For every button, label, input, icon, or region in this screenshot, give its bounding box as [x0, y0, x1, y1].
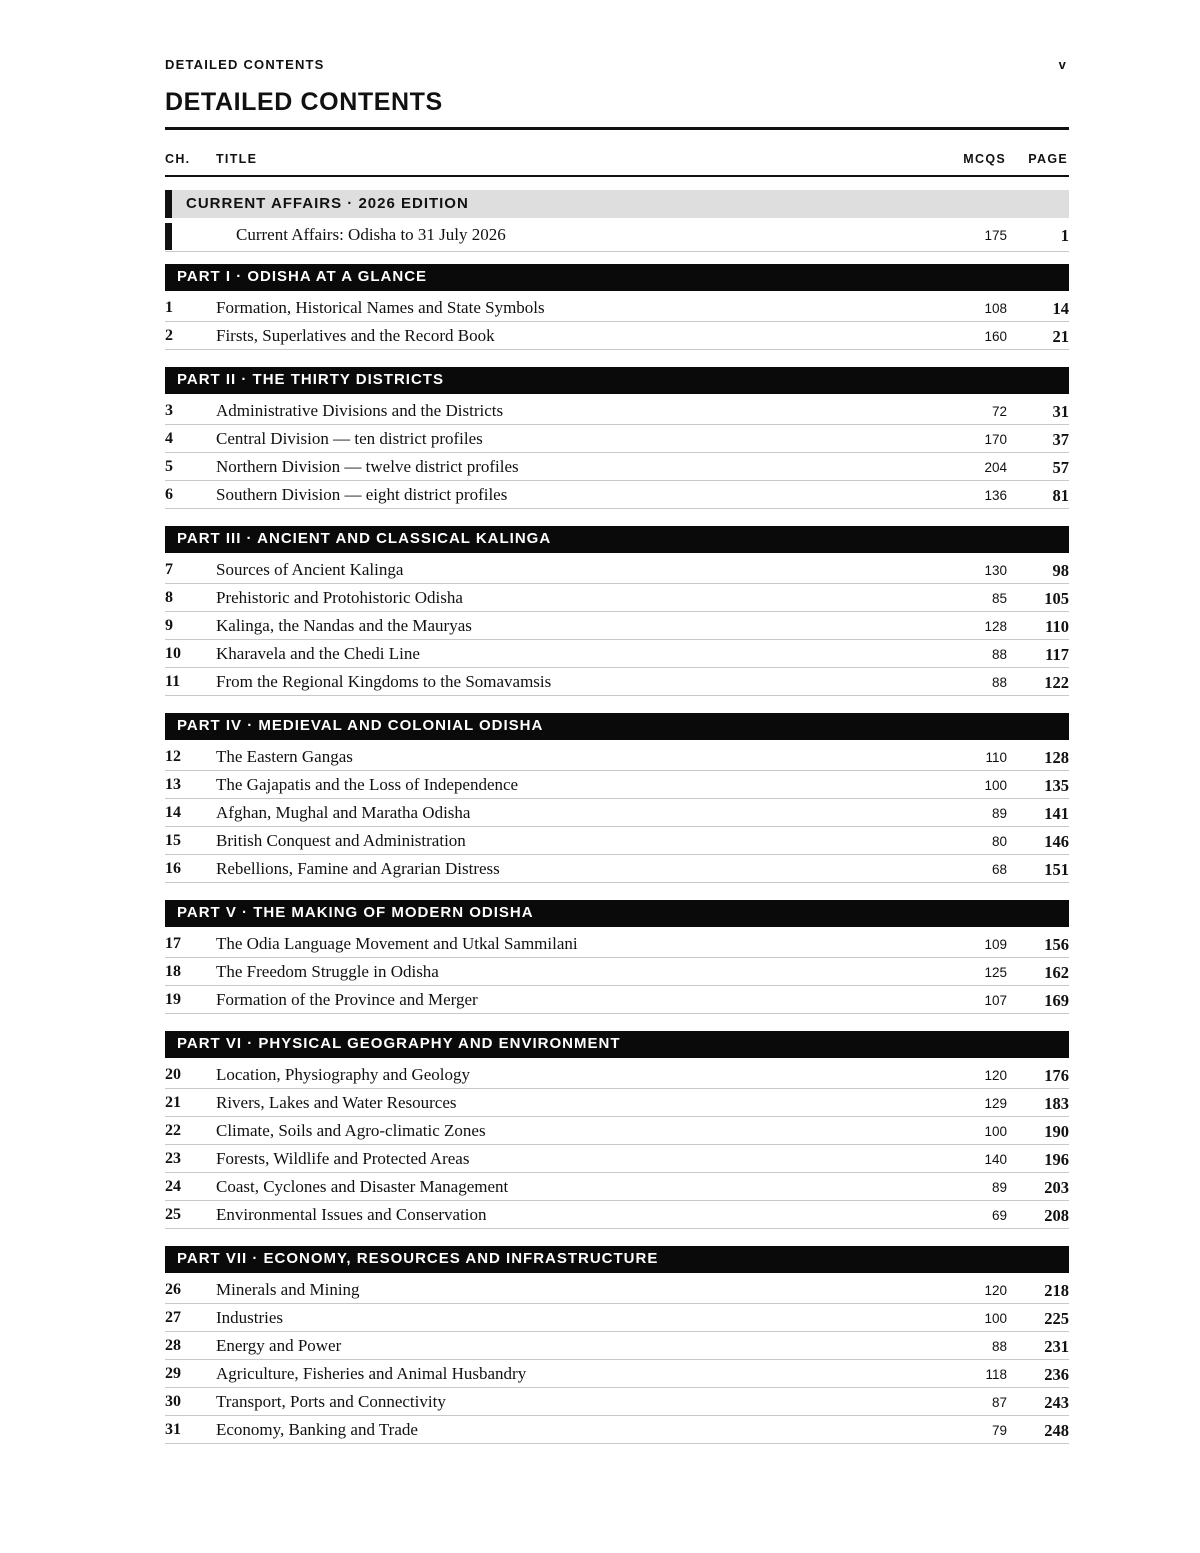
- chapter-page: 128: [1044, 748, 1069, 767]
- chapter-list: [165, 740, 1069, 883]
- chapter-page: 248: [1044, 1421, 1069, 1440]
- chapter-page: 141: [1044, 804, 1069, 823]
- chapter-number: 25: [165, 1206, 181, 1223]
- chapter-row[interactable]: [165, 481, 1069, 509]
- part-header: [165, 526, 1069, 553]
- chapter-row[interactable]: [165, 1360, 1069, 1388]
- chapter-mcqs: 128: [984, 619, 1007, 634]
- chapter-page: 146: [1044, 832, 1069, 851]
- part-section: [165, 526, 1069, 696]
- chapter-page: 231: [1044, 1337, 1069, 1356]
- chapter-page: 162: [1044, 963, 1069, 982]
- chapter-row[interactable]: [165, 322, 1069, 350]
- chapter-title: Environmental Issues and Conservation: [216, 1205, 487, 1224]
- chapter-row[interactable]: [165, 294, 1069, 322]
- chapter-mcqs: 129: [984, 1096, 1007, 1111]
- chapter-title: Rebellions, Famine and Agrarian Distress: [216, 859, 500, 878]
- chapter-page: 236: [1044, 1365, 1069, 1384]
- chapter-list: [165, 553, 1069, 696]
- chapter-page: 203: [1044, 1178, 1069, 1197]
- chapter-row[interactable]: [165, 1173, 1069, 1201]
- part-label: PART II · THE THIRTY DISTRICTS: [177, 371, 444, 388]
- chapter-mcqs: 68: [991, 862, 1007, 877]
- chapter-mcqs: 80: [991, 834, 1007, 849]
- chapter-mcqs: 100: [984, 1124, 1007, 1139]
- chapter-mcqs: 89: [991, 1180, 1007, 1195]
- chapter-title: Location, Physiography and Geology: [216, 1065, 471, 1084]
- entry-mcqs: 175: [984, 228, 1007, 243]
- chapter-title: British Conquest and Administration: [216, 831, 466, 850]
- current-affairs-entry[interactable]: [165, 221, 1069, 252]
- chapter-mcqs: 89: [991, 806, 1007, 821]
- entry-page: 1: [1060, 226, 1069, 245]
- chapter-number: 13: [165, 776, 181, 793]
- chapter-title: Coast, Cyclones and Disaster Management: [216, 1177, 509, 1196]
- chapter-list: [165, 927, 1069, 1014]
- column-header: [165, 152, 1069, 174]
- part-label: PART III · ANCIENT AND CLASSICAL KALINGA: [177, 530, 552, 547]
- chapter-title: Energy and Power: [216, 1336, 342, 1355]
- chapter-number: 17: [165, 935, 181, 952]
- page-title: DETAILED CONTENTS: [165, 88, 443, 116]
- chapter-mcqs: 125: [984, 965, 1007, 980]
- chapter-row[interactable]: [165, 1145, 1069, 1173]
- chapter-number: 4: [165, 430, 173, 447]
- chapter-mcqs: 100: [984, 778, 1007, 793]
- chapter-page: 37: [1052, 430, 1069, 449]
- chapter-title: Kharavela and the Chedi Line: [216, 644, 420, 663]
- chapter-title: The Gajapatis and the Loss of Independence: [216, 775, 519, 794]
- chapter-row[interactable]: [165, 640, 1069, 668]
- chapter-number: 3: [165, 402, 173, 419]
- chapter-row[interactable]: [165, 799, 1069, 827]
- part-section: [165, 367, 1069, 509]
- part-label: PART VII · ECONOMY, RESOURCES AND INFRASTRUCTURE: [177, 1250, 659, 1267]
- chapter-title: Formation of the Province and Merger: [216, 990, 478, 1009]
- chapter-row[interactable]: [165, 453, 1069, 481]
- chapter-number: 10: [165, 645, 181, 662]
- chapter-row[interactable]: [165, 1416, 1069, 1444]
- chapter-mcqs: 120: [984, 1068, 1007, 1083]
- entry-title: Current Affairs: Odisha to 31 July 2026: [236, 225, 506, 244]
- chapter-number: 6: [165, 486, 173, 503]
- chapter-mcqs: 79: [991, 1423, 1007, 1438]
- part-section: [165, 264, 1069, 350]
- part-label: PART VI · PHYSICAL GEOGRAPHY AND ENVIRONMENT: [177, 1035, 621, 1052]
- chapter-number: 28: [165, 1337, 181, 1354]
- chapter-number: 1: [165, 299, 173, 316]
- chapter-number: 15: [165, 832, 181, 849]
- current-affairs-label: CURRENT AFFAIRS · 2026 EDITION: [186, 195, 469, 212]
- part-label: PART IV · MEDIEVAL AND COLONIAL ODISHA: [177, 717, 544, 734]
- chapter-row[interactable]: [165, 986, 1069, 1014]
- chapter-number: 20: [165, 1066, 181, 1083]
- title-rule: [165, 127, 1069, 130]
- part-header: [165, 1246, 1069, 1273]
- chapter-number: 9: [165, 617, 173, 634]
- chapter-row[interactable]: [165, 958, 1069, 986]
- chapter-mcqs: 140: [984, 1152, 1007, 1167]
- chapter-mcqs: 120: [984, 1283, 1007, 1298]
- column-header-title: TITLE: [216, 152, 258, 166]
- part-label: PART I · ODISHA AT A GLANCE: [177, 268, 428, 285]
- column-header-ch: CH.: [165, 152, 191, 166]
- chapter-page: 122: [1044, 673, 1069, 692]
- chapter-mcqs: 100: [984, 1311, 1007, 1326]
- chapter-title: Central Division — ten district profiles: [216, 429, 483, 448]
- chapter-number: 14: [165, 804, 181, 821]
- chapter-row[interactable]: [165, 1201, 1069, 1229]
- column-header-mcqs: MCQS: [963, 152, 1006, 166]
- chapter-number: 26: [165, 1281, 181, 1298]
- chapter-page: 218: [1044, 1281, 1069, 1300]
- chapter-mcqs: 130: [984, 563, 1007, 578]
- chapter-list: [165, 394, 1069, 509]
- column-rule: [165, 175, 1069, 177]
- chapter-page: 208: [1044, 1206, 1069, 1225]
- chapter-page: 110: [1045, 617, 1069, 636]
- chapter-title: Transport, Ports and Connectivity: [216, 1392, 446, 1411]
- part-header: [165, 264, 1069, 291]
- chapter-title: Prehistoric and Protohistoric Odisha: [216, 588, 463, 607]
- chapter-title: Forests, Wildlife and Protected Areas: [216, 1149, 470, 1168]
- chapter-title: Formation, Historical Names and State Symbols: [216, 298, 545, 317]
- chapter-mcqs: 88: [991, 647, 1007, 662]
- chapter-mcqs: 160: [984, 329, 1007, 344]
- chapter-title: From the Regional Kingdoms to the Somavamsis: [216, 672, 552, 691]
- chapter-row[interactable]: [165, 556, 1069, 584]
- part-section: [165, 1031, 1069, 1229]
- chapter-row[interactable]: [165, 612, 1069, 640]
- chapter-mcqs: 110: [985, 750, 1007, 765]
- part-section: [165, 900, 1069, 1014]
- chapter-page: 117: [1045, 645, 1069, 664]
- page-number: v: [1058, 57, 1067, 72]
- chapter-row[interactable]: [165, 397, 1069, 425]
- chapter-mcqs: 88: [991, 1339, 1007, 1354]
- part-section: [165, 1246, 1069, 1444]
- chapter-title: Agriculture, Fisheries and Animal Husbandry: [216, 1364, 527, 1383]
- chapter-number: 23: [165, 1150, 181, 1167]
- chapter-page: 57: [1052, 458, 1069, 477]
- chapter-number: 16: [165, 860, 181, 877]
- chapter-mcqs: 107: [984, 993, 1007, 1008]
- chapter-page: 243: [1044, 1393, 1069, 1412]
- chapter-number: 21: [165, 1094, 181, 1111]
- part-header: [165, 1031, 1069, 1058]
- chapter-mcqs: 170: [984, 432, 1007, 447]
- chapter-number: 11: [165, 673, 181, 690]
- running-head: [165, 57, 1069, 75]
- part-header: [165, 367, 1069, 394]
- chapter-title: Rivers, Lakes and Water Resources: [216, 1093, 457, 1112]
- chapter-row[interactable]: [165, 1332, 1069, 1360]
- chapter-number: 2: [165, 327, 173, 344]
- chapter-page: 135: [1044, 776, 1069, 795]
- running-head-title: DETAILED CONTENTS: [165, 57, 325, 72]
- chapter-page: 196: [1044, 1150, 1069, 1169]
- chapter-number: 24: [165, 1178, 181, 1195]
- chapter-title: The Freedom Struggle in Odisha: [216, 962, 439, 981]
- chapter-row[interactable]: [165, 855, 1069, 883]
- chapter-page: 176: [1044, 1066, 1069, 1085]
- chapter-mcqs: 136: [984, 488, 1007, 503]
- chapter-number: 22: [165, 1122, 181, 1139]
- chapter-mcqs: 204: [984, 460, 1007, 475]
- chapter-number: 12: [165, 748, 181, 765]
- chapter-page: 81: [1052, 486, 1069, 505]
- part-header: [165, 900, 1069, 927]
- chapter-list: [165, 1058, 1069, 1229]
- chapter-title: Minerals and Mining: [216, 1280, 360, 1299]
- chapter-mcqs: 108: [984, 301, 1007, 316]
- chapter-mcqs: 72: [991, 404, 1007, 419]
- chapter-mcqs: 88: [991, 675, 1007, 690]
- chapter-page: 105: [1044, 589, 1069, 608]
- chapter-title: Sources of Ancient Kalinga: [216, 560, 404, 579]
- chapter-page: 183: [1044, 1094, 1069, 1113]
- chapter-row[interactable]: [165, 425, 1069, 453]
- chapter-title: Afghan, Mughal and Maratha Odisha: [216, 803, 471, 822]
- chapter-row[interactable]: [165, 1304, 1069, 1332]
- chapter-number: 7: [165, 561, 173, 578]
- chapter-number: 31: [165, 1421, 181, 1438]
- chapter-mcqs: 87: [991, 1395, 1007, 1410]
- chapter-title: The Eastern Gangas: [216, 747, 353, 766]
- chapter-mcqs: 69: [991, 1208, 1007, 1223]
- chapter-number: 30: [165, 1393, 181, 1410]
- chapter-page: 156: [1044, 935, 1069, 954]
- chapter-title: Industries: [216, 1308, 284, 1327]
- chapter-number: 19: [165, 991, 181, 1008]
- chapter-title: Economy, Banking and Trade: [216, 1420, 418, 1439]
- chapter-number: 27: [165, 1309, 181, 1326]
- chapter-list: [165, 1273, 1069, 1444]
- chapter-page: 31: [1052, 402, 1069, 421]
- chapter-title: Southern Division — eight district profiles: [216, 485, 508, 504]
- part-header: [165, 713, 1069, 740]
- chapter-title: Climate, Soils and Agro-climatic Zones: [216, 1121, 486, 1140]
- part-section: [165, 713, 1069, 883]
- chapter-number: 8: [165, 589, 173, 606]
- chapter-page: 190: [1044, 1122, 1069, 1141]
- chapter-title: The Odia Language Movement and Utkal Sammilani: [216, 934, 578, 953]
- chapter-title: Kalinga, the Nandas and the Mauryas: [216, 616, 472, 635]
- chapter-page: 14: [1052, 299, 1069, 318]
- chapter-mcqs: 85: [991, 591, 1007, 606]
- chapter-row[interactable]: [165, 827, 1069, 855]
- chapter-title: Firsts, Superlatives and the Record Book: [216, 326, 495, 345]
- chapter-page: 98: [1052, 561, 1069, 580]
- current-affairs-entry-bar: [165, 223, 172, 250]
- chapter-number: 18: [165, 963, 181, 980]
- chapter-page: 225: [1044, 1309, 1069, 1328]
- chapter-page: 21: [1052, 327, 1069, 346]
- chapter-list: [165, 291, 1069, 350]
- chapter-row[interactable]: [165, 1276, 1069, 1304]
- current-affairs-header: [165, 190, 1069, 218]
- chapter-page: 169: [1044, 991, 1069, 1010]
- chapter-mcqs: 109: [984, 937, 1007, 952]
- chapter-row[interactable]: [165, 930, 1069, 958]
- chapter-mcqs: 118: [985, 1367, 1007, 1382]
- chapter-row[interactable]: [165, 1089, 1069, 1117]
- chapter-row[interactable]: [165, 1061, 1069, 1089]
- chapter-row[interactable]: [165, 1117, 1069, 1145]
- current-affairs-bar: [165, 190, 172, 218]
- chapter-number: 29: [165, 1365, 181, 1382]
- chapter-title: Administrative Divisions and the Districts: [216, 401, 504, 420]
- chapter-row[interactable]: [165, 771, 1069, 799]
- chapter-page: 151: [1044, 860, 1069, 879]
- chapter-title: Northern Division — twelve district profiles: [216, 457, 519, 476]
- chapter-number: 5: [165, 458, 173, 475]
- column-header-page: PAGE: [1028, 152, 1068, 166]
- chapter-row[interactable]: [165, 1388, 1069, 1416]
- chapter-row[interactable]: [165, 743, 1069, 771]
- chapter-row[interactable]: [165, 584, 1069, 612]
- part-label: PART V · THE MAKING OF MODERN ODISHA: [177, 904, 534, 921]
- chapter-row[interactable]: [165, 668, 1069, 696]
